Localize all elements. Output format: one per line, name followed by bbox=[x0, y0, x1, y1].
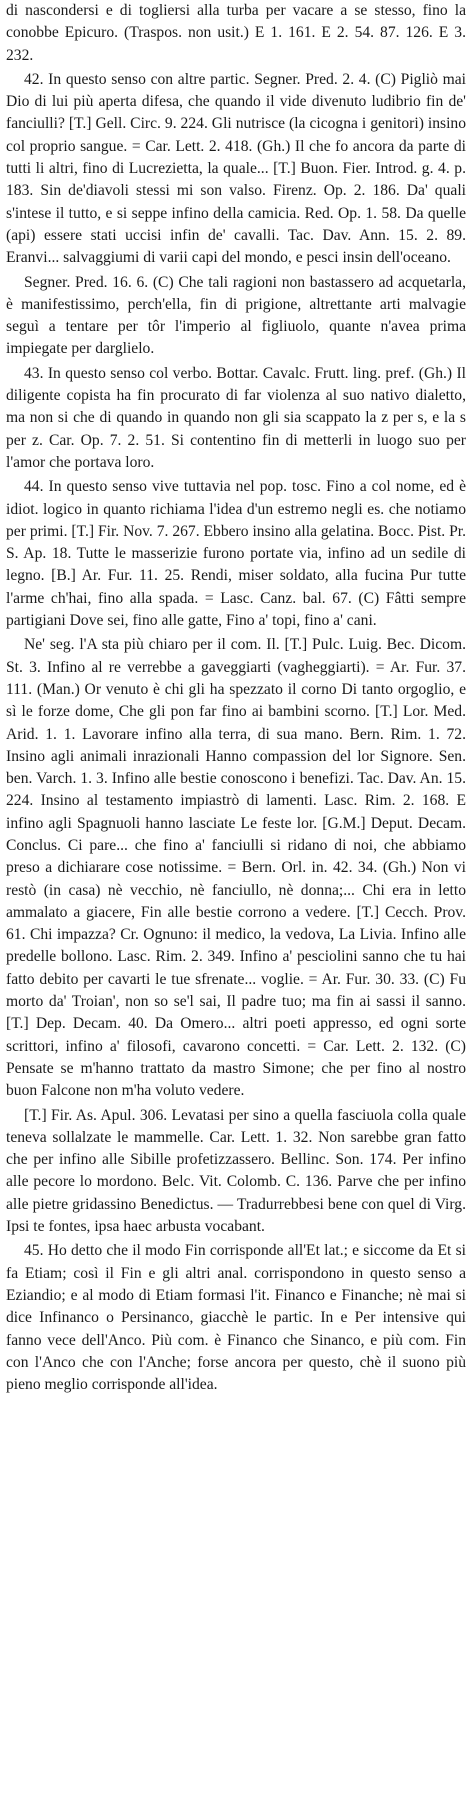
sense-43-paragraph: 43. In questo senso col verbo. Bottar. Cavalc. Frutt. ling. pref. (Gh.) Il diligente copista ha fin procurato di far violenza al suo nativo dialetto, ma non si che di quando in quando non gli sia scappato la z per s, e la s per z. Car. Op. 7. 2. 51. Si contentino fin di metterli in luogo suo per l'amor che portava loro. bbox=[6, 364, 466, 471]
sense-44-per-fino-paragraph: [T.] Fir. As. Apul. 306. Levatasi per sino a quella fasciuola colla quale teneva sollalzate le mammelle. Car. Lett. 1. 32. Non sarebbe gran fatto che per infino alle Sibille profetizzassero. Bellinc. Son. 174. Per infino alle pecore lo mordono. Belc. Vit. Colomb. C. 136. Parve che per infino alle pietre gridassino Benedictus. — Tradurrebbesi bene con quel di Virg. Ipsi te fontes, ipsa haec arbusta vocabant. bbox=[6, 1106, 466, 1236]
sense-44-following-examples-paragraph: Ne' seg. l'A sta più chiaro per il com. Il. [T.] Pulc. Luig. Bec. Dicom. St. 3. Infino al re verrebbe a gaveggiarti (vagheggiarti). = Ar. Fur. 37. 111. (Man.) Or venuto è chi gli ha spezzato il corno Di tanto orgoglio, e sì le forze dome, Che gli pon far fino ai bambini scorno. [T.] Lor. Med. Arid. 1. 1. Lavorare infino alla terra, di sua mano. Bern. Rim. 1. 72. Insino agli animali inrazionali Hanno compassion del lor Signore. Sen. ben. Varch. 1. 3. Infino alle bestie conoscono i benefizi. Tac. Dav. An. 15. 224. Insino al testamento impiastrò di lamenti. Lasc. Rim. 2. 168. E infino agli Spagnuoli hanno lasciate Le feste lor. [G.M.] Deput. Decam. Conclus. Ci pare... che fino a' fanciulli si ridano di noi, che abbiamo preso a dichiarare cose notissime. = Bern. Orl. in. 42. 34. (Gh.) Non vi restò (in casa) nè vecchio, nè fanciullo, nè donna;... Chi era in letto ammalato a giacere, Fin alle bestie corrono a vedere. [T.] Cecch. Prov. 61. Chi impazza? Cr. Ognuno: il medico, la vedova, La Livia. Infino alle predelle bollono. Lasc. Rim. 2. 349. Infino a' pesciolini sanno che tu hai fatto debito per cavarti le tue sfrenate... voglie. = Ar. Fur. 30. 33. (C) Fu morto da' Troian', non so se'l sai, Il padre tuo; ma fin ai sassi il sanno. [T.] Dep. Decam. 40. Da Omero... altri poeti appresso, ed ogni sorte scrittori, infino a' filosofi, cavarono concetti. = Car. Lett. 2. 132. (C) Pensate se m'hanno trattato da mastro Simone; che per fino al nostro buon Falcone non m'ha voluto vedere. bbox=[6, 636, 466, 1100]
sense-42-segner-paragraph: Segner. Pred. 16. 6. (C) Che tali ragioni non bastassero ad acquetarla, è manifestissimo, perch'ella, fin di prigione, altrettante arti malvagie seguì a tentare per tôr l'imperio al figliuolo, quante n'avea prima impiegate per darglielo. bbox=[6, 273, 466, 358]
sense-45-paragraph: 45. Ho detto che il modo Fin corrisponde all'Et lat.; e siccome da Et si fa Etiam; così il Fin e gli altri anal. corrispondono in questo senso a Eziandio; e al modo di Etiam formasi l'it. Financo e Finanche; nè mai si dice Infinanco o Persinanco, giacchè le partic. In e Per intensive qui fanno vece dell'Anco. Più com. è Financo che Sinanco, e più com. Fin con l'Anco che con l'Anche; forse ancora per questo, chè il suono più pieno meglio corrisponde all'idea. bbox=[6, 1242, 466, 1394]
entry-continuation-paragraph: di nascondersi e di togliersi alla turba per vacare a se stesso, fino la conobbe Epicuro. (Traspos. non usit.) E 1. 161. E 2. 54. 87. 126. E 3. 232. bbox=[6, 2, 466, 64]
sense-42-paragraph: 42. In questo senso con altre partic. Segner. Pred. 2. 4. (C) Pigliò mai Dio di lui più aperta difesa, che quando il vide divenuto ludibrio fin de' fanciulli? [T.] Gell. Circ. 9. 224. Gli nutrisce (la cicogna i genitori) insino col proprio sangue. = Car. Lett. 2. 418. (Gh.) Il che fo ancora da parte di tutti li altri, fino di Lucrezietta, la quale... [T.] Buon. Fier. Introd. g. 4. p. 183. Sin de'diavoli stessi mi son valso. Firenz. Op. 2. 186. Da' quali s'intese il tutto, e si seppe infino della camicia. Red. Op. 1. 58. Da quelle (api) essere stati uccisi infin de' cavalli. Tac. Dav. Ann. 15. 2. 89. Eranvi... salvaggiumi di varii capi del mondo, e pesci insin dell'oceano. bbox=[6, 70, 466, 267]
sense-44-paragraph: 44. In questo senso vive tuttavia nel pop. tosc. Fino a col nome, ed è idiot. logico in quanto richiama l'idea d'un estremo negli es. che notiamo per primi. [T.] Fir. Nov. 7. 267. Ebbero insino alla gelatina. Bocc. Pist. Pr. S. Ap. 18. Tutte le masserizie furono portate via, infino ad un sedile di legno. [B.] Ar. Fur. 11. 25. Rendi, miser soldato, alla fucina Pur tutte l'arme ch'hai, fino alla spada. = Lasc. Canz. bal. 67. (C) Fâtti sempre partigiani Dove sei, fino alle gatte, Fino a' topi, fino a' cani. bbox=[6, 478, 466, 630]
